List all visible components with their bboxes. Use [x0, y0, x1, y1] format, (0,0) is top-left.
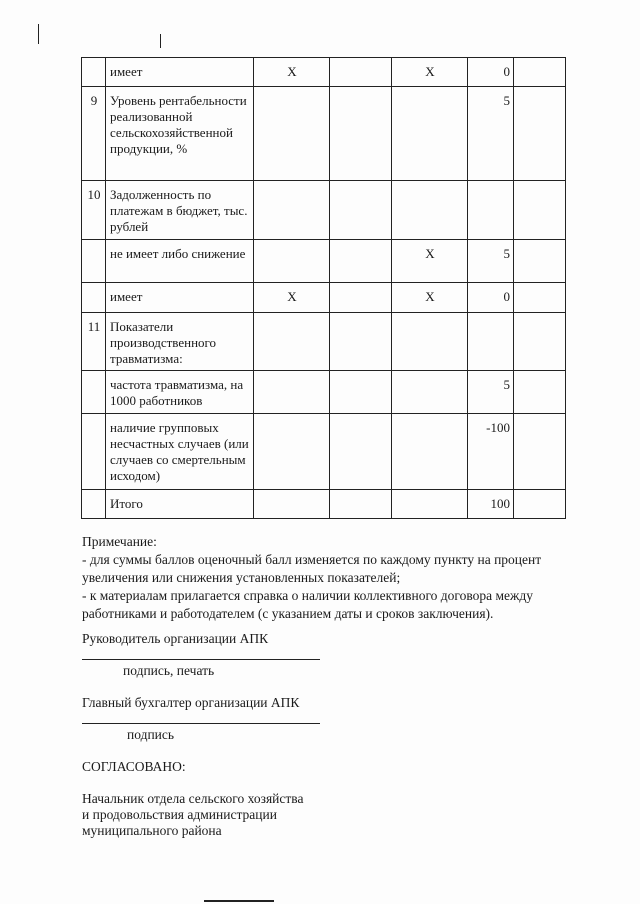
cell-mark [254, 490, 330, 519]
cell-mark [330, 181, 392, 240]
table-row [82, 240, 566, 283]
table-row [82, 283, 566, 313]
cell-mark: X [392, 283, 468, 313]
cell-mark [254, 371, 330, 414]
cell-mark [330, 283, 392, 313]
agreed-heading: СОГЛАСОВАНО: [82, 759, 186, 774]
cell-mark: X [392, 58, 468, 87]
row-number [82, 371, 106, 414]
accountant-caption: подпись [127, 727, 175, 742]
cell-score: -100 [468, 414, 514, 490]
row-number [82, 283, 106, 313]
cell-mark [330, 313, 392, 371]
cell-mark [330, 87, 392, 181]
cell-mark [254, 87, 330, 181]
row-label: имеет [106, 283, 254, 313]
chief-line: Начальник отдела сельского хозяйства [82, 791, 304, 806]
note-item: - для суммы баллов оценочный балл изменяется по каждому пункту на процент увеличения или снижения установленных показателей; [82, 552, 542, 585]
cell-extra [514, 490, 566, 519]
scan-mark [160, 34, 161, 48]
cell-score: 0 [468, 58, 514, 87]
cell-mark [330, 490, 392, 519]
table-row [82, 414, 566, 490]
note-item: - к материалам прилагается справка о наличии коллективного договора между работниками и работодателем (с указанием даты и сроков заключения). [82, 588, 533, 621]
cell-extra [514, 313, 566, 371]
cell-extra [514, 181, 566, 240]
chief-line: муниципального района [82, 823, 222, 838]
row-label: наличие групповых несчастных случаев (или случаев со смертельным исходом) [106, 414, 254, 490]
row-number: 9 [82, 87, 106, 181]
accountant-title: Главный бухгалтер организации АПК [82, 695, 300, 710]
row-label: Итого [106, 490, 254, 519]
scan-mark [38, 24, 39, 44]
cell-mark [254, 240, 330, 283]
scan-mark [204, 900, 274, 902]
row-label: Показатели производственного травматизма: [106, 313, 254, 371]
row-label: Задолженность по платежам в бюджет, тыс. рублей [106, 181, 254, 240]
row-number: 11 [82, 313, 106, 371]
cell-mark [392, 313, 468, 371]
signature-line [82, 723, 320, 724]
cell-extra [514, 283, 566, 313]
cell-score: 100 [468, 490, 514, 519]
cell-extra [514, 58, 566, 87]
cell-extra [514, 240, 566, 283]
cell-score: 5 [468, 371, 514, 414]
table-row [82, 181, 566, 240]
row-label: не имеет либо снижение [106, 240, 254, 283]
cell-extra [514, 414, 566, 490]
cell-mark [330, 371, 392, 414]
cell-mark [254, 313, 330, 371]
signature-line [82, 659, 320, 660]
cell-mark: X [392, 240, 468, 283]
cell-score: 5 [468, 87, 514, 181]
cell-score [468, 313, 514, 371]
head-title: Руководитель организации АПК [82, 631, 269, 646]
row-label: имеет [106, 58, 254, 87]
cell-extra [514, 371, 566, 414]
row-number [82, 58, 106, 87]
row-number: 10 [82, 181, 106, 240]
table-row [82, 58, 566, 87]
table-row [82, 490, 566, 519]
chief-line: и продовольствия администрации [82, 807, 277, 822]
cell-mark: X [254, 283, 330, 313]
cell-score: 0 [468, 283, 514, 313]
table-row [82, 313, 566, 371]
row-label: Уровень рентабельности реализованной сельскохозяйственной продукции, % [106, 87, 254, 181]
table-row [82, 371, 566, 414]
table-row [82, 87, 566, 181]
row-number [82, 414, 106, 490]
cell-score: 5 [468, 240, 514, 283]
cell-mark [330, 414, 392, 490]
cell-mark: X [254, 58, 330, 87]
cell-mark [392, 371, 468, 414]
notes-heading: Примечание: [82, 534, 157, 549]
cell-mark [330, 240, 392, 283]
score-table [81, 57, 566, 519]
row-number [82, 490, 106, 519]
cell-mark [392, 490, 468, 519]
cell-score [468, 181, 514, 240]
cell-mark [392, 87, 468, 181]
head-caption: подпись, печать [123, 663, 215, 678]
row-number [82, 240, 106, 283]
cell-mark [392, 414, 468, 490]
cell-mark [392, 181, 468, 240]
cell-mark [254, 181, 330, 240]
row-label: частота травматизма, на 1000 работников [106, 371, 254, 414]
cell-mark [254, 414, 330, 490]
cell-extra [514, 87, 566, 181]
cell-mark [330, 58, 392, 87]
notes-block [82, 533, 577, 623]
